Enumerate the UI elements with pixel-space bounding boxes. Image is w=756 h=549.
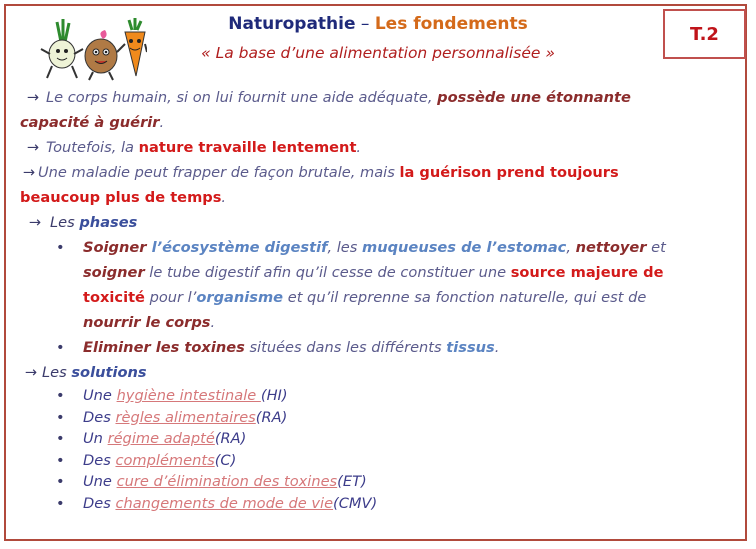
title-part1: Naturopathie [228,14,356,34]
bullet-icon: • [56,494,65,512]
bullet-icon: • [56,339,65,356]
paragraph-2 [20,135,730,160]
text-run: tissus [446,339,495,356]
solution-abbreviation: (RA) [255,408,288,426]
solution-abbreviation: (HI) [260,387,288,404]
solution-abbreviation: (CMV) [333,494,378,512]
title-part2: Les fondements [374,14,528,34]
paragraph-1-end: . [159,114,165,131]
solution-abbreviation: (RA) [214,430,247,447]
solution-item [20,471,730,493]
paragraph-2-end: . [356,139,362,156]
phases-label: Les [50,214,80,231]
text-run: source majeure de [510,264,664,281]
solution-item [20,493,730,515]
phase-1-line-2 [83,260,730,285]
title-dash: – [355,14,375,34]
text-run: Soigner [83,239,152,256]
paragraph-3-line-1 [20,160,730,185]
text-run: nourrir le corps [83,314,211,331]
text-run: Eliminer les toxines [83,339,245,356]
paragraph-1-line-1 [20,85,730,110]
text-run: toxicité [83,289,145,306]
text-run: . [494,339,500,356]
text-run: soigner [83,264,145,281]
paragraph-3-emphasis-2: beaucoup plus de temps [20,189,222,206]
text-run: , les [327,239,362,256]
text-run: pour l’ [144,289,197,306]
phase-item-2 [20,335,730,360]
solutions-label-emphasis: solutions [71,364,147,381]
paragraph-1-text: Le corps humain, si on lui fournit une aide adéquate, [46,89,438,106]
text-run: l’écosystème digestif [151,239,328,256]
text-run: situées dans les différents [244,339,447,356]
solution-link[interactable]: compléments [115,451,215,469]
paragraph-3-emphasis: la guérison prend toujours [399,164,619,181]
arrow-icon: → [26,89,40,106]
phase-1-line-3 [83,285,730,310]
solution-link[interactable]: cure d’élimination des toxines [116,473,338,490]
solution-prefix: Un [83,430,108,447]
phases-label-emphasis: phases [79,214,138,231]
text-run: organisme [196,289,284,306]
paragraph-2-emphasis: nature travaille lentement [138,139,357,156]
paragraph-3-text: Une maladie peut frapper de façon brutale, mais [38,164,400,181]
paragraph-3-line-2 [20,185,730,210]
solutions-heading [20,360,730,385]
phases-heading [20,210,730,235]
text-run: et qu’il reprenne sa fonction naturelle, qui est de [283,289,647,306]
arrow-icon: → [24,364,38,381]
content-body [20,85,730,514]
solution-link[interactable]: hygiène intestinale [116,387,261,404]
section-badge: T.2 [663,9,746,59]
text-run: , [566,239,576,256]
solution-prefix: Une [83,387,117,404]
solutions-list [20,385,730,514]
solution-abbreviation: (C) [214,451,237,469]
paragraph-1-emphasis: possède une étonnante [437,89,631,106]
solution-link[interactable]: règles alimentaires [115,408,256,426]
phase-1-line-1 [83,235,730,260]
arrow-icon: → [22,164,36,181]
solutions-label: Les [42,364,72,381]
arrow-icon: → [28,214,42,231]
paragraph-2-text: Toutefois, la [46,139,139,156]
solution-item [20,450,730,472]
text-run: nettoyer [575,239,647,256]
phase-item-1 [20,235,730,335]
phase-1-line-4 [83,310,730,335]
arrow-icon: → [26,139,40,156]
bullet-icon: • [56,239,65,256]
solution-prefix: Des [83,494,116,512]
paragraph-1-emphasis-2: capacité à guérir [20,114,160,131]
text-run: . [210,314,216,331]
text-run: le tube digestif afin qu’il cesse de constituer une [144,264,511,281]
page-subtitle: « La base d’une alimentation personnalisée » [201,44,555,62]
solution-prefix: Des [83,451,116,469]
solution-item [20,385,730,407]
paragraph-3-end: . [221,189,227,206]
solution-item [20,407,730,429]
bullet-icon: • [56,473,65,490]
bullet-icon: • [56,408,65,426]
bullet-icon: • [56,430,65,447]
phase-2-line [83,335,730,360]
solution-prefix: Des [83,408,116,426]
paragraph-1-line-2 [20,110,730,135]
solution-link[interactable]: changements de mode de vie [115,494,334,512]
bullet-icon: • [56,451,65,469]
text-run: muqueuses de l’estomac [362,239,567,256]
text-run: et [646,239,666,256]
page-title [0,14,756,34]
solution-abbreviation: (ET) [337,473,367,490]
bullet-icon: • [56,387,65,404]
solution-link[interactable]: régime adapté [107,430,215,447]
solution-item [20,428,730,450]
solution-prefix: Une [83,473,117,490]
